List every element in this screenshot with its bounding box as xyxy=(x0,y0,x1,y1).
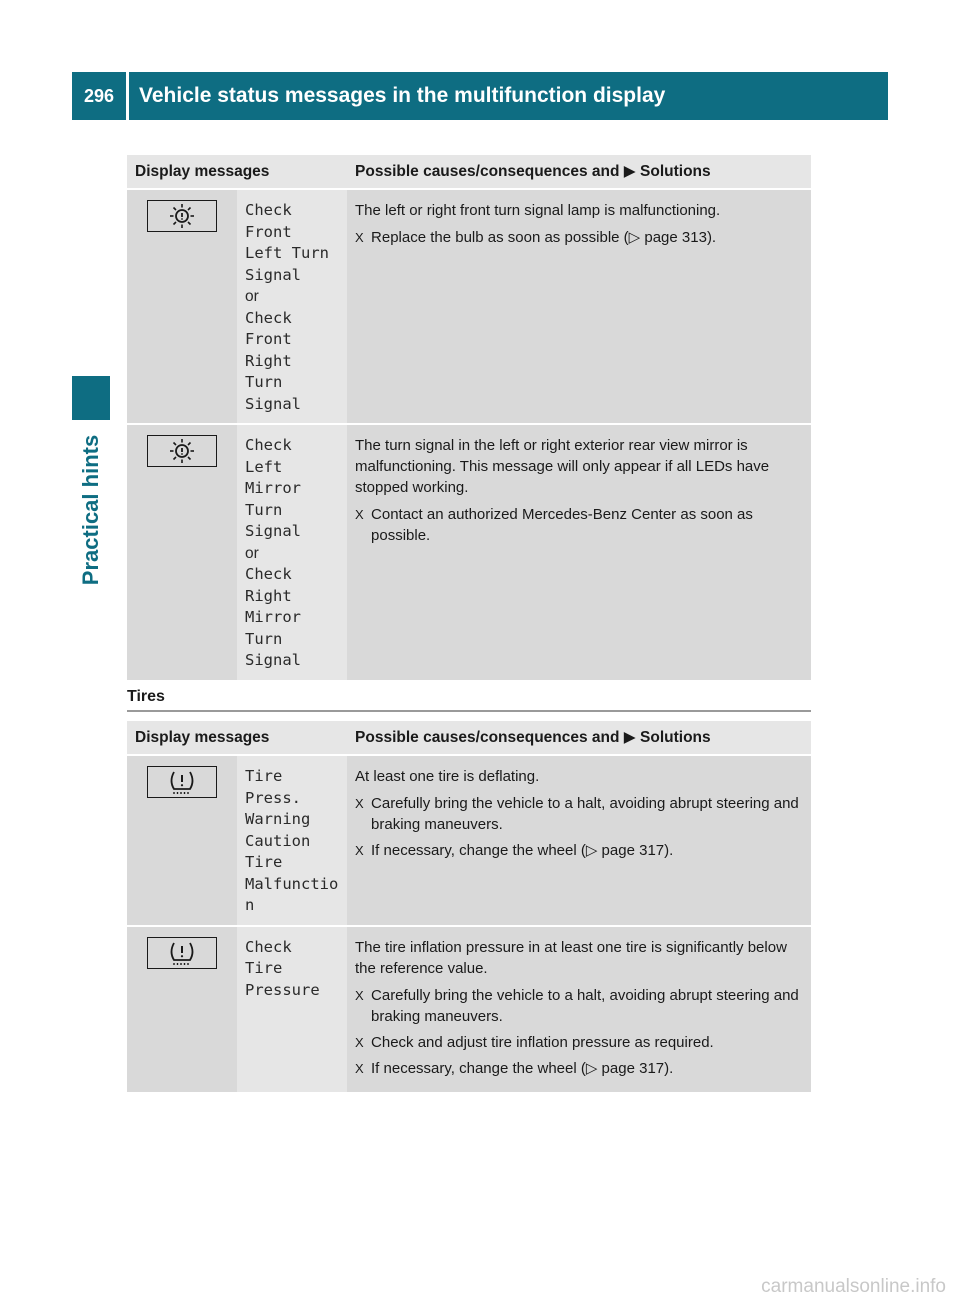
table-row xyxy=(127,424,811,681)
page-number: 296 xyxy=(72,72,126,120)
step-marker-icon: X xyxy=(355,1034,364,1050)
solution-step: X If necessary, change the wheel (▷ page 317). xyxy=(355,842,674,859)
header-solutions: Possible causes/consequences and ▶ Solutions xyxy=(347,721,811,755)
cause-text: At least one tire is deflating. xyxy=(355,768,540,785)
icon-cell xyxy=(127,926,237,1093)
page-title: Vehicle status messages in the multifunction display xyxy=(129,72,888,120)
tires-message-table xyxy=(127,721,811,1094)
tire-pressure-warning-icon xyxy=(147,766,217,798)
table-row xyxy=(127,189,811,424)
solution-step: X If necessary, change the wheel (▷ page 317). xyxy=(355,1059,674,1077)
icon-cell xyxy=(127,424,237,681)
step-marker-icon: X xyxy=(355,230,364,245)
page-header xyxy=(72,72,888,120)
step-marker-icon: X xyxy=(355,843,364,858)
cause-text: The tire inflation pressure in at least one tire is significantly below the reference value. xyxy=(355,938,787,977)
solution-step: X Contact an authorized Mercedes-Benz Center as soon as possible. xyxy=(355,506,753,544)
solution-cell xyxy=(347,926,811,1093)
icon-cell xyxy=(127,755,237,926)
solution-cell xyxy=(347,424,811,681)
header-display-messages: Display messages xyxy=(127,721,347,755)
solution-step: X Replace the bulb as soon as possible (▷ page 313). xyxy=(355,229,717,246)
step-marker-icon: X xyxy=(355,1060,364,1076)
table-header-row xyxy=(127,155,811,189)
cause-text: The turn signal in the left or right exterior rear view mirror is malfunctioning. This message will only appear if all LEDs have stopped working. xyxy=(355,437,770,496)
display-message-cell: Tire Press. Warning Caution Tire Malfunctio n xyxy=(237,755,347,926)
display-message-cell: Check Front Left Turn Signal or Check Front Right Turn Signal xyxy=(237,189,347,424)
side-tab-marker xyxy=(72,376,110,420)
section-title-tires: Tires xyxy=(127,688,811,712)
solution-step: X Carefully bring the vehicle to a halt, avoiding abrupt steering and braking maneuvers. xyxy=(355,986,799,1025)
solution-cell xyxy=(347,755,811,926)
solution-step: X Carefully bring the vehicle to a halt, avoiding abrupt steering and braking maneuvers. xyxy=(355,795,799,833)
bulb-warning-icon xyxy=(147,200,217,232)
table-row xyxy=(127,926,811,1093)
icon-cell xyxy=(127,189,237,424)
solution-step: X Check and adjust tire inflation pressure as required. xyxy=(355,1033,714,1051)
display-message-cell: Check Left Mirror Turn Signal or Check Right Mirror Turn Signal xyxy=(237,424,347,681)
header-solutions: Possible causes/consequences and ▶ Solutions xyxy=(347,155,811,189)
tire-pressure-warning-icon xyxy=(147,937,217,969)
step-marker-icon: X xyxy=(355,987,364,1003)
solution-cell xyxy=(347,189,811,424)
step-marker-icon: X xyxy=(355,507,364,522)
table-row xyxy=(127,755,811,926)
display-message-cell: Check Tire Pressure xyxy=(237,926,347,1093)
header-display-messages: Display messages xyxy=(127,155,347,189)
bulb-warning-icon xyxy=(147,435,217,467)
lights-message-table xyxy=(127,155,811,682)
step-marker-icon: X xyxy=(355,796,364,811)
cause-text: The left or right front turn signal lamp is malfunctioning. xyxy=(355,202,721,219)
watermark: carmanualsonline.info xyxy=(761,1276,946,1297)
table-header-row xyxy=(127,721,811,755)
side-tab-label: Practical hints xyxy=(78,434,103,586)
